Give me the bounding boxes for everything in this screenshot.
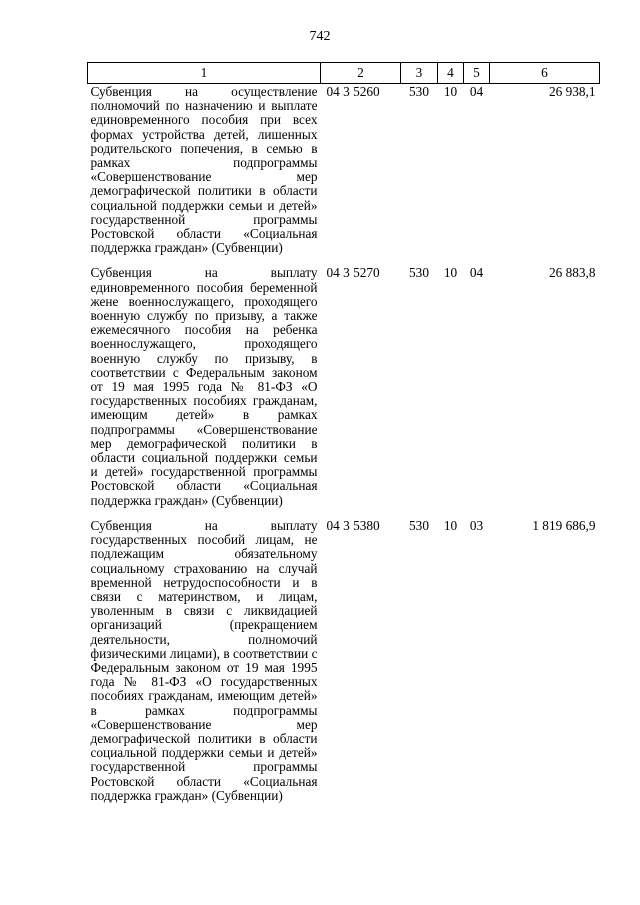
row-amount: 26 938,1 (548, 84, 596, 99)
column-header-4: 4 (438, 63, 464, 84)
row-description: Субвенция на осуществление полномочий по назначению и выплате единовременного пособия при всех формах устройства детей, лишенных родительского попечения, в семью в рамках подпрограммы «Совершенствование мер демографической политики в области социальной поддержки семьи и детей» государственной программы Ростовской области «Социальная поддержка граждан» (Субвенции) (90, 84, 318, 256)
row-amount: 26 883,8 (548, 265, 596, 281)
row-target-article-code: 04 3 5260 (326, 84, 380, 99)
row-section-code: 10 (443, 517, 458, 533)
row-section-code: 10 (443, 265, 458, 281)
row-target-article-code: 04 3 5270 (326, 265, 380, 281)
table-row (88, 519, 600, 814)
row-description: Субвенция на выплату единовременного пособия беременной жене военнослужащего, проходящего военную службу по призыву, а также ежемесячного пособия на ребенка военнослужащего, проходящего военную службу по призыву, в соответствии с Федеральным законом от 19 мая 1995 года № 81-ФЗ «О государственных пособиях гражданам, имеющим детей» в рамках подпрограммы «Совершенствование мер демографической политики в области социальной поддержки семьи и детей» государственной программы Ростовской области «Социальная поддержка граждан» (Субвенции) (90, 265, 318, 508)
row-expense-type-code: 530 (409, 517, 429, 533)
row-description: Субвенция на выплату государственных пособий лицам, не подлежащим обязательному социальному страхованию на случай временной нетрудоспособности и в связи с материнством, и лицам, уволенным в связи с ликвидацией организаций (прекращением деятельности, полномочий физическими лицами), в соответствии с Федеральным законом от 19 мая 1995 года № 81-ФЗ «О государственных пособиях гражданам, имеющим детей» в рамках подпрограммы «Совершенствование мер демографической политики в области социальной поддержки семьи и детей» государственной программы Ростовской области «Социальная поддержка граждан» (Субвенции) (90, 517, 318, 803)
column-number-row (88, 63, 600, 84)
column-header-3: 3 (401, 63, 438, 84)
row-subsection-code: 03 (469, 517, 484, 533)
column-header-5: 5 (464, 63, 490, 84)
row-subsection-code: 04 (469, 84, 484, 99)
table-row (88, 84, 600, 267)
row-target-article-code: 04 3 5380 (326, 517, 380, 533)
budget-table (87, 62, 600, 814)
page-number: 742 (309, 29, 331, 44)
row-amount: 1 819 686,9 (532, 517, 596, 533)
table-row (88, 266, 600, 518)
column-header-1: 1 (88, 63, 321, 84)
column-header-6: 6 (490, 63, 600, 84)
row-expense-type-code: 530 (409, 265, 429, 281)
row-subsection-code: 04 (469, 265, 484, 281)
column-header-2: 2 (321, 63, 401, 84)
row-expense-type-code: 530 (409, 84, 429, 99)
row-section-code: 10 (443, 84, 458, 99)
